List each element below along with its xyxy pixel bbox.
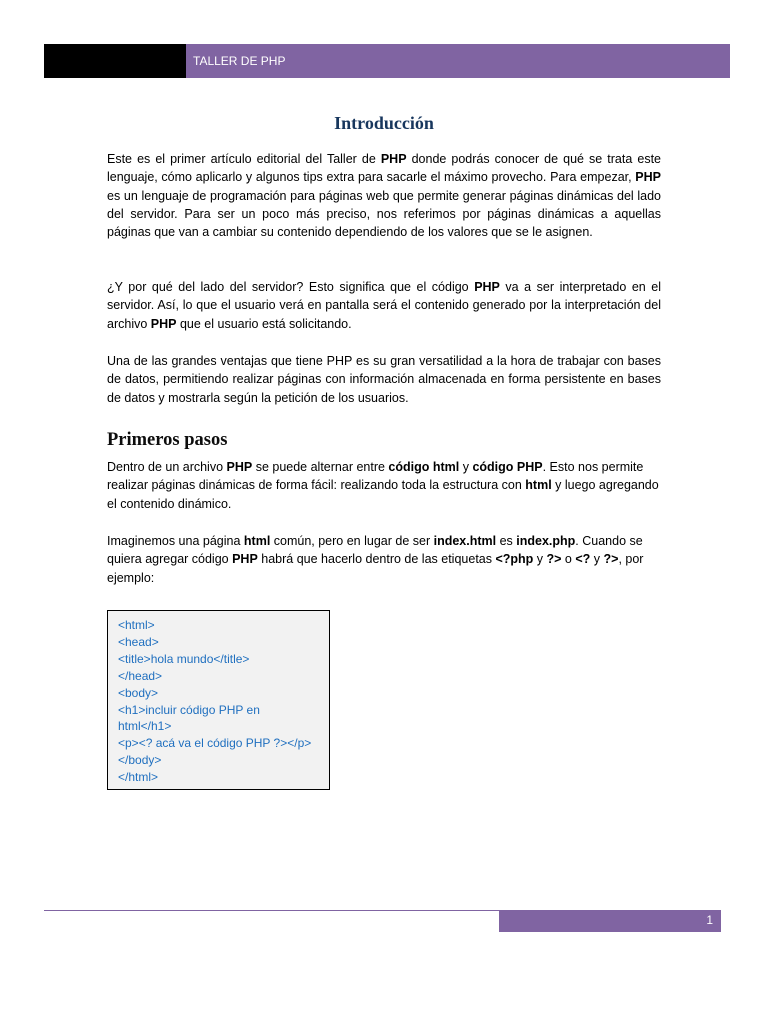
code-line: html</h1> bbox=[118, 719, 172, 734]
code-line: <h1>incluir código PHP en bbox=[118, 702, 260, 717]
code-line: </body> bbox=[118, 753, 162, 768]
footer-rule bbox=[44, 910, 499, 911]
code-line: </head> bbox=[118, 668, 163, 683]
page-number: 1 bbox=[706, 913, 713, 927]
code-line: <p><? acá va el código PHP ?></p> bbox=[118, 736, 312, 751]
section-heading: Primeros pasos bbox=[107, 430, 228, 450]
footer-bar bbox=[499, 910, 721, 932]
intro-paragraph-1: Este es el primer artículo editorial del Taller de PHP donde podrás conocer de qué se trata este lenguaje, cómo aplicarlo y algunos tips extra para sacarle el máximo provecho. Para empezar, PHP es un lenguaje de programación para páginas web que permite generar páginas dinámicas del lado del servidor. Para ser un poco más preciso, nos referimos por páginas dinámicas a aquellas páginas que van a cambiar su contenido dependiendo de los valores que se le asignen. bbox=[107, 152, 661, 240]
code-line: <head> bbox=[118, 634, 159, 649]
header-title: TALLER DE PHP bbox=[193, 54, 286, 68]
header-black-block bbox=[44, 44, 186, 78]
code-line: <body> bbox=[118, 685, 159, 700]
section-paragraph-2: Imaginemos una página html común, pero en lugar de ser index.html es index.php. Cuando se quiera agregar código PHP habrá que hacerlo dentro de las etiquetas <?php y ?> o <? y ?>, por ejemplo: bbox=[107, 534, 644, 585]
code-line: <html> bbox=[118, 618, 155, 632]
intro-paragraph-2: ¿Y por qué del lado del servidor? Esto significa que el código PHP va a ser interpretado en el servidor. Así, lo que el usuario verá en pantalla será el contenido generado por la interpretación del archivo PHP que el usuario está solicitando. bbox=[107, 280, 662, 331]
page-title: Introducción bbox=[334, 113, 434, 133]
intro-paragraph-3: Una de las grandes ventajas que tiene PHP es su gran versatilidad a la hora de trabajar con bases de datos, permitiendo realizar páginas con información almacenada en forma persistente en bases de datos y mostrarla según la petición de los usuarios. bbox=[107, 354, 661, 405]
code-line: </html> bbox=[118, 770, 159, 785]
code-line: <title>hola mundo</title> bbox=[118, 651, 250, 666]
header-bar bbox=[186, 44, 730, 78]
section-paragraph-1: Dentro de un archivo PHP se puede alternar entre código html y código PHP. Esto nos permite realizar páginas dinámicas de forma fácil: realizando toda la estructura con html y luego agregando el contenido dinámico. bbox=[107, 460, 659, 511]
code-example-box bbox=[107, 610, 330, 790]
